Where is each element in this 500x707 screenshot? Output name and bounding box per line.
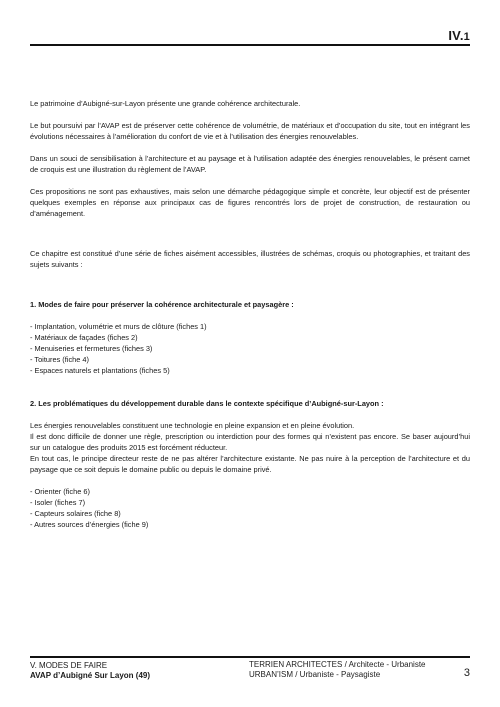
section-heading-2: 2. Les problématiques du développement durable dans le contexte spécifique d’Aubigné-sur-Layon : — [30, 399, 384, 408]
intro-paragraph: Le patrimoine d’Aubigné-sur-Layon présente une grande cohérence architecturale. — [30, 99, 301, 108]
footer-left — [30, 661, 150, 681]
list-item: - Isoler (fiches 7) — [30, 498, 86, 507]
sustainability-list — [30, 486, 470, 530]
footer-credit-urbanists: URBAN’ISM / Urbaniste - Paysagiste — [249, 670, 381, 679]
footer-credits — [249, 660, 426, 680]
list-item: - Implantation, volumétrie et murs de clôture (fiches 1) — [30, 322, 207, 331]
principle-paragraph: En tout cas, le principe directeur reste de ne pas altérer l’architecture existante. Ne pas nuire à la perception de l’architecture et du paysage que ce soit depuis le domaine public ou depuis le domaine privé. — [30, 454, 470, 474]
section-code-number: 1 — [463, 31, 470, 43]
document-body — [30, 98, 470, 530]
list-item: - Matériaux de façades (fiches 2) — [30, 333, 138, 342]
chapter-paragraph: Ce chapitre est constitué d’une série de fiches aisément accessibles, illustrées de schémas, croquis ou photographies, et traitant des sujets suivants : — [30, 249, 470, 269]
page-number: 3 — [463, 667, 470, 679]
list-item: - Capteurs solaires (fiche 8) — [30, 509, 121, 518]
section-heading-1: 1. Modes de faire pour préserver la cohérence architecturale et paysagère : — [30, 300, 294, 309]
energy-paragraph: Les énergies renouvelables constituent une technologie en pleine expansion et en pleine évolution. — [30, 421, 355, 430]
footer-document-title: AVAP d’Aubigné Sur Layon (49) — [30, 671, 151, 680]
footer-credit-architects: TERRIEN ARCHITECTES / Architecte - Urbaniste — [249, 660, 426, 669]
header-divider — [30, 44, 470, 46]
modes-list — [30, 321, 470, 376]
list-item: - Menuiseries et fermetures (fiches 3) — [30, 344, 153, 353]
awareness-paragraph: Dans un souci de sensibilisation à l’architecture et au paysage et à l’utilisation adaptée des énergies renouvelables, le présent carnet de croquis est une illustration du règlement de l’AVAP. — [30, 154, 470, 174]
list-item: - Orienter (fiche 6) — [30, 487, 90, 496]
footer-section-label: V. MODES DE FAIRE — [30, 661, 108, 670]
list-item: - Toitures (fiche 4) — [30, 355, 90, 364]
list-item: - Espaces naturels et plantations (fiches 5) — [30, 366, 170, 375]
footer-divider — [30, 656, 470, 658]
goal-paragraph: Le but poursuivi par l’AVAP est de préserver cette cohérence de volumétrie, de matériaux et d’occupation du site, tout en intégrant les évolutions nécessaires à l’amélioration du confort de vie et à l’utilisation des énergies renouvelables. — [30, 121, 470, 141]
section-code-prefix: IV. — [448, 28, 464, 43]
section-code — [448, 28, 470, 43]
list-item: - Autres sources d’énergies (fiche 9) — [30, 520, 149, 529]
proposals-paragraph: Ces propositions ne sont pas exhaustives, mais selon une démarche pédagogique simple et concrète, leur objectif est de présenter quelques exemples en réponse aux principaux cas de figures rencontrés lors de projet de construction, de restauration ou d’aménagement. — [30, 187, 470, 218]
rule-paragraph: Il est donc difficile de donner une règle, prescription ou interdiction pour des formes qui n’existent pas encore. Se baser aujourd’hui sur un catalogue des produits 2015 est forcément réducteur. — [30, 432, 470, 452]
